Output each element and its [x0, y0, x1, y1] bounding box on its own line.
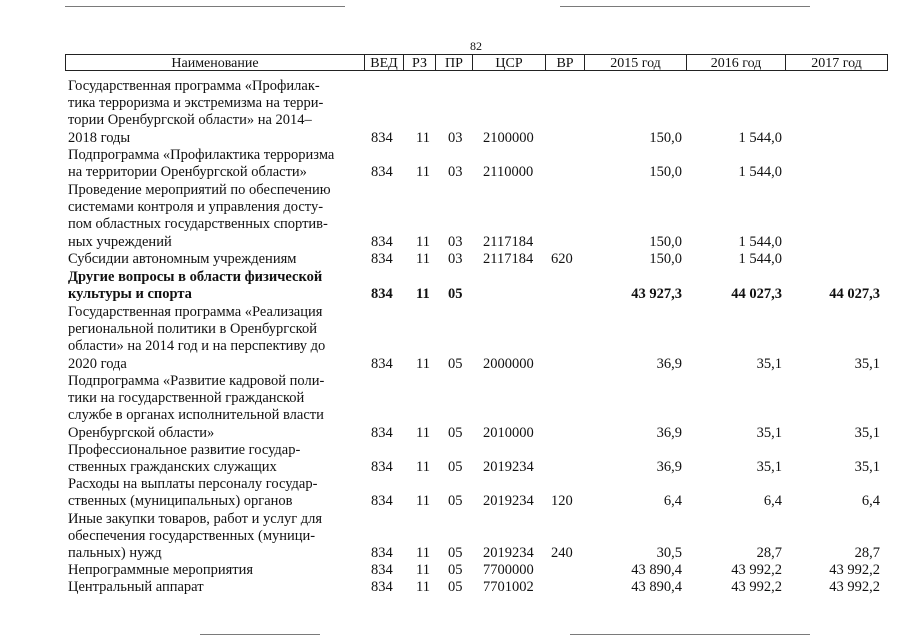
pr-code: 03	[448, 129, 463, 146]
row-name-line: тики на государственной гражданской	[68, 390, 305, 407]
amount-2015: 150,0	[649, 129, 682, 146]
vr-code: 620	[551, 251, 573, 267]
row-name	[68, 304, 368, 373]
amount-2015: 43 890,4	[631, 579, 682, 595]
row-name-line: пом областных государственных спортив-	[68, 216, 328, 233]
csr-code: 2100000	[483, 129, 534, 146]
pr-code: 05	[448, 424, 463, 441]
ved-code: 834	[371, 579, 393, 595]
row-name-line: ственных гражданских служащих	[68, 459, 277, 476]
rz-code: 11	[416, 286, 430, 303]
csr-code: 2000000	[483, 355, 534, 372]
row-name	[68, 579, 368, 596]
amount-2015: 36,9	[656, 355, 682, 372]
row-name-line: Другие вопросы в области физической	[68, 269, 323, 285]
ved-code: 834	[371, 286, 393, 303]
row-name	[68, 78, 368, 147]
pr-code: 03	[448, 251, 463, 267]
row-name-line: Иные закупки товаров, работ и услуг для	[68, 511, 323, 527]
rz-code: 11	[416, 251, 430, 267]
vr-code: 120	[551, 493, 573, 510]
row-name-line: пальных) нужд	[68, 545, 162, 562]
row-name-line: Проведение мероприятий по обеспечению	[68, 182, 331, 198]
row-name-line: Подпрограмма «Профилактика терроризма	[68, 147, 335, 163]
header-2017: 2017 год	[785, 54, 888, 71]
rz-code: 11	[416, 579, 430, 595]
header-vr: ВР	[545, 54, 585, 71]
rz-code: 11	[416, 233, 430, 250]
header-name: Наименование	[65, 54, 365, 71]
ved-code: 834	[371, 545, 393, 562]
amount-2016: 35,1	[756, 459, 782, 476]
amount-2015: 6,4	[663, 493, 682, 510]
amount-2016: 44 027,3	[731, 286, 782, 303]
rz-code: 11	[416, 562, 430, 578]
amount-2017: 28,7	[854, 545, 880, 562]
header-csr: ЦСР	[472, 54, 546, 71]
row-name-line: культуры и спорта	[68, 286, 192, 303]
row-name-line: службе в органах исполнительной власти	[68, 407, 324, 424]
row-name-line: Подпрограмма «Развитие кадровой поли-	[68, 373, 325, 389]
amount-2015: 150,0	[649, 251, 682, 267]
amount-2016: 35,1	[756, 355, 782, 372]
row-name	[68, 511, 368, 563]
amount-2017: 35,1	[854, 355, 880, 372]
rz-code: 11	[416, 493, 430, 510]
page-number: 82	[470, 39, 482, 53]
csr-code: 2117184	[483, 251, 534, 267]
amount-2017: 35,1	[854, 459, 880, 476]
csr-code: 2010000	[483, 424, 534, 441]
ved-code: 834	[371, 355, 393, 372]
ved-code: 834	[371, 233, 393, 250]
pr-code: 03	[448, 233, 463, 250]
row-name	[68, 562, 368, 579]
amount-2016: 43 992,2	[731, 562, 782, 578]
row-name-line: ных учреждений	[68, 233, 172, 250]
scan-bottom-edge-right	[570, 634, 810, 635]
amount-2016: 35,1	[756, 424, 782, 441]
csr-code: 7700000	[483, 562, 534, 578]
amount-2015: 43 890,4	[631, 562, 682, 578]
amount-2017: 35,1	[854, 424, 880, 441]
row-name-line: обеспечения государственных (муници-	[68, 528, 316, 545]
pr-code: 05	[448, 579, 463, 595]
ved-code: 834	[371, 164, 393, 181]
amount-2017: 44 027,3	[829, 286, 880, 303]
row-name	[68, 182, 368, 251]
row-name	[68, 269, 368, 303]
amount-2016: 1 544,0	[738, 129, 782, 146]
header-2015: 2015 год	[584, 54, 687, 71]
pr-code: 05	[448, 493, 463, 510]
csr-code: 2110000	[483, 164, 534, 181]
amount-2015: 36,9	[656, 459, 682, 476]
row-name-line: области» на 2014 год и на перспективу до	[68, 338, 326, 355]
amount-2017: 6,4	[861, 493, 880, 510]
row-name-line: системами контроля и управления досту-	[68, 199, 324, 216]
row-name-line: Субсидии автономным учреждениям	[68, 251, 297, 267]
amount-2016: 28,7	[756, 545, 782, 562]
amount-2015: 150,0	[649, 233, 682, 250]
pr-code: 05	[448, 459, 463, 476]
row-name-line: 2018 годы	[68, 129, 131, 146]
rz-code: 11	[416, 424, 430, 441]
row-name-line: тика терроризма и экстремизма на терри-	[68, 95, 324, 112]
csr-code: 2019234	[483, 545, 534, 562]
csr-code: 7701002	[483, 579, 534, 595]
ved-code: 834	[371, 459, 393, 476]
amount-2016: 1 544,0	[738, 164, 782, 181]
ved-code: 834	[371, 129, 393, 146]
rz-code: 11	[416, 164, 430, 181]
amount-2016: 1 544,0	[738, 233, 782, 250]
csr-code: 2117184	[483, 233, 534, 250]
header-rz: РЗ	[403, 54, 436, 71]
vr-code: 240	[551, 545, 573, 562]
ved-code: 834	[371, 251, 393, 267]
row-name-line: 2020 года	[68, 355, 127, 372]
rz-code: 11	[416, 129, 430, 146]
amount-2015: 43 927,3	[631, 286, 682, 303]
row-name	[68, 373, 368, 442]
row-name	[68, 442, 368, 476]
rz-code: 11	[416, 459, 430, 476]
scan-bottom-edge-left	[200, 634, 320, 635]
amount-2017: 43 992,2	[829, 579, 880, 595]
row-name-line: Центральный аппарат	[68, 579, 204, 595]
row-name-line: Расходы на выплаты персоналу государ-	[68, 476, 318, 492]
row-name-line: тории Оренбургской области» на 2014–	[68, 112, 312, 129]
header-2016: 2016 год	[686, 54, 786, 71]
table-header	[0, 0, 905, 70]
amount-2016: 1 544,0	[738, 251, 782, 267]
pr-code: 05	[448, 562, 463, 578]
amount-2016: 43 992,2	[731, 579, 782, 595]
row-name	[68, 147, 368, 181]
row-name-line: Государственная программа «Реализация	[68, 304, 323, 320]
row-name-line: ственных (муниципальных) органов	[68, 493, 293, 510]
pr-code: 05	[448, 545, 463, 562]
row-name-line: Профессиональное развитие государ-	[68, 442, 301, 458]
amount-2015: 36,9	[656, 424, 682, 441]
pr-code: 05	[448, 355, 463, 372]
amount-2016: 6,4	[763, 493, 782, 510]
rz-code: 11	[416, 545, 430, 562]
ved-code: 834	[371, 562, 393, 578]
header-pr: ПР	[435, 54, 473, 71]
row-name-line: региональной политики в Оренбургской	[68, 321, 317, 338]
amount-2015: 30,5	[656, 545, 682, 562]
header-ved: ВЕД	[364, 54, 404, 71]
ved-code: 834	[371, 424, 393, 441]
row-name-line: Непрограммные мероприятия	[68, 562, 254, 578]
row-name	[68, 251, 368, 268]
ved-code: 834	[371, 493, 393, 510]
rz-code: 11	[416, 355, 430, 372]
csr-code: 2019234	[483, 493, 534, 510]
amount-2015: 150,0	[649, 164, 682, 181]
row-name-line: Государственная программа «Профилак-	[68, 78, 320, 94]
pr-code: 05	[448, 286, 463, 303]
row-name	[68, 476, 368, 510]
pr-code: 03	[448, 164, 463, 181]
row-name-line: Оренбургской области»	[68, 424, 215, 441]
csr-code: 2019234	[483, 459, 534, 476]
amount-2017: 43 992,2	[829, 562, 880, 578]
row-name-line: на территории Оренбургской области»	[68, 164, 307, 181]
